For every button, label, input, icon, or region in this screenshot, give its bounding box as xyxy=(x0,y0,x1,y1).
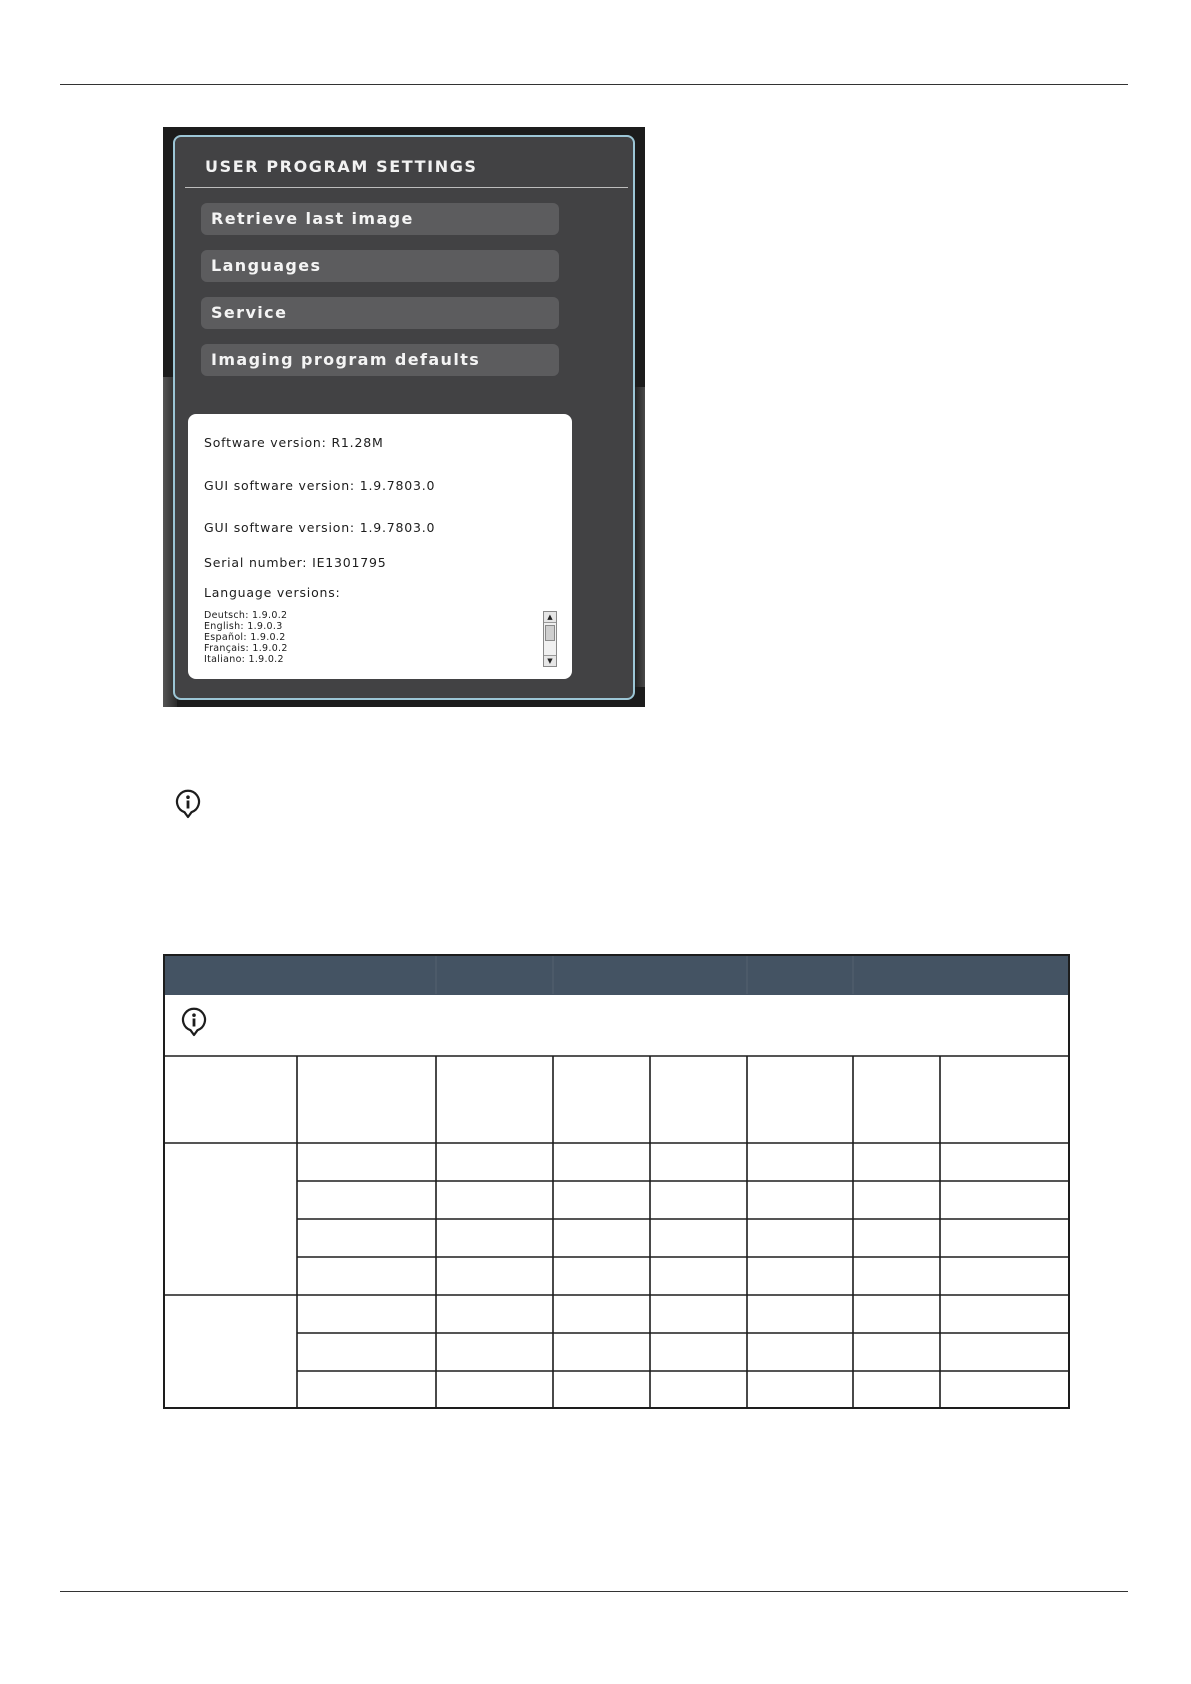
gui-software-version: GUI software version: 1.9.7803.0 xyxy=(204,478,436,493)
retrieve-last-image-button[interactable]: Retrieve last image xyxy=(201,203,559,235)
serial-number: Serial number: IE1301795 xyxy=(204,555,387,570)
list-item: Español: 1.9.0.2 xyxy=(204,632,286,643)
list-item: English: 1.9.0.3 xyxy=(204,621,283,632)
language-list-scrollbar[interactable] xyxy=(543,611,557,667)
languages-button[interactable]: Languages xyxy=(201,250,559,282)
list-item: Français: 1.9.0.2 xyxy=(204,643,288,654)
arrow-up-icon[interactable]: ▲ xyxy=(544,612,556,623)
gui-software-version: GUI software version: 1.9.7803.0 xyxy=(204,520,436,535)
dialog-title: USER PROGRAM SETTINGS xyxy=(205,157,478,176)
info-icon xyxy=(175,789,201,819)
imaging-program-defaults-button[interactable]: Imaging program defaults xyxy=(201,344,559,376)
service-button[interactable]: Service xyxy=(201,297,559,329)
version-info-panel xyxy=(188,414,572,679)
settings-table xyxy=(163,954,1070,1409)
header-rule xyxy=(60,84,1128,85)
user-program-settings-dialog xyxy=(173,135,635,700)
list-item: Italiano: 1.9.0.2 xyxy=(204,654,284,665)
footer-rule xyxy=(60,1591,1128,1592)
list-item: Deutsch: 1.9.0.2 xyxy=(204,610,288,621)
arrow-down-icon[interactable]: ▼ xyxy=(544,655,556,666)
scrollbar-thumb[interactable] xyxy=(545,625,555,641)
language-versions-list[interactable] xyxy=(204,610,288,665)
table-grid xyxy=(163,954,1070,1409)
software-version: Software version: R1.28M xyxy=(204,435,384,450)
language-versions-label: Language versions: xyxy=(204,585,341,600)
dialog-divider xyxy=(185,187,628,188)
user-program-settings-screenshot xyxy=(163,127,645,707)
